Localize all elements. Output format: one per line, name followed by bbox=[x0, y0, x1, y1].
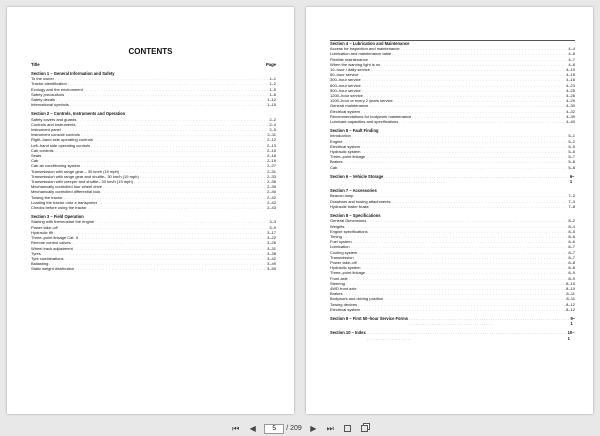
toc-entry-page: 2–2 bbox=[269, 116, 276, 122]
two-page-icon bbox=[361, 425, 368, 432]
toc-entry-title: Beacon lamp bbox=[330, 193, 354, 199]
dot-leader bbox=[409, 316, 569, 326]
toc-entry-page: 3–38 bbox=[267, 250, 276, 256]
section-heading[interactable]: Section 3 – Field Operation bbox=[31, 214, 84, 220]
section-heading[interactable]: Section 5 – Fault Finding bbox=[330, 128, 379, 134]
toc-entry-title: Static weight distribution bbox=[31, 266, 75, 272]
toc-entry-page: 2–16 bbox=[267, 153, 276, 159]
toc-entry-title: Cab bbox=[31, 158, 39, 164]
toc-entry-title: Seats bbox=[31, 153, 42, 159]
toc-entry-page: 4–7 bbox=[568, 56, 575, 62]
toc-entry-title: Electrical system bbox=[330, 108, 361, 114]
toc-entry-page: 8–9 bbox=[568, 275, 575, 281]
toc-entry-title: Three–point linkage bbox=[330, 270, 366, 276]
toc-entry-page: 3–42 bbox=[267, 255, 276, 261]
toc-entry-page: 2–42 bbox=[267, 199, 276, 205]
toc-entry-page: 2–4 bbox=[269, 121, 276, 127]
dot-leader bbox=[370, 204, 567, 209]
next-page-button[interactable] bbox=[308, 423, 319, 434]
toc-entry-page: 8–12 bbox=[566, 306, 575, 312]
toc-entry-page: 2–40 bbox=[267, 189, 276, 195]
toc-entry-page: 4–30 bbox=[566, 103, 575, 109]
toc-entry-page: 2–31 bbox=[267, 168, 276, 174]
toc-entry-title: Transmission with creeper and shuttle– 30 km/h (19 mph) bbox=[31, 179, 133, 185]
two-page-button[interactable] bbox=[359, 423, 370, 434]
right-document-page bbox=[306, 7, 593, 414]
toc-entry-page: 8–8 bbox=[568, 265, 575, 271]
toc-entry-page: 7–8 bbox=[568, 203, 575, 209]
toc-entry-title: Ballasting bbox=[31, 261, 49, 267]
toc-entry[interactable] bbox=[31, 205, 276, 210]
dot-leader bbox=[384, 174, 569, 184]
toc-entry-page: 4–29 bbox=[566, 98, 575, 104]
toc-entry-title: Engine bbox=[330, 138, 343, 144]
toc-entry-title: Access for inspection and maintenance bbox=[330, 46, 400, 52]
toc-entry-page: 4–25 bbox=[566, 87, 575, 93]
dot-leader bbox=[361, 307, 565, 312]
toc-entry-page: 1–1 bbox=[269, 76, 276, 82]
toc-entry-title: Hydraulic lift bbox=[31, 229, 53, 235]
toc-entry-title: Remote control valves bbox=[31, 240, 71, 246]
toc-entry-page: 7–2 bbox=[568, 193, 575, 199]
toc-entry-title: Safety decals bbox=[31, 97, 56, 103]
toc-entry-page: 3–26 bbox=[267, 240, 276, 246]
toc-entry-title: Flexible maintenance bbox=[330, 56, 368, 62]
toc-entry-page: 3–17 bbox=[267, 229, 276, 235]
last-page-icon: ⏭ bbox=[326, 423, 334, 433]
dot-leader bbox=[88, 205, 267, 210]
toc-entry-page: 1–15 bbox=[267, 102, 276, 108]
toc-entry-page: 2–19 bbox=[267, 158, 276, 164]
section-heading[interactable] bbox=[330, 330, 575, 340]
toc-entry-title: Transmission with range gear and shuttle– 30 km/h (19 mph) bbox=[31, 173, 139, 179]
toc-entry-title: Cab bbox=[330, 164, 338, 170]
toc-entry-title: 4WD front axle bbox=[330, 285, 357, 291]
toc-entry-title: Wheel track adjustment bbox=[31, 245, 73, 251]
toc-entry[interactable] bbox=[31, 102, 276, 107]
toc-entry-title: Checks before using the tractor bbox=[31, 205, 87, 211]
toc-entry-page: 2–5 bbox=[269, 127, 276, 133]
dot-leader bbox=[338, 165, 567, 170]
toc-entry-title: Hydraulic trailer brake bbox=[330, 203, 369, 209]
toc-entry-title: Instrument panel bbox=[31, 127, 61, 133]
toc-entry-title: Safety precautions bbox=[31, 91, 65, 97]
toc-entry-title: 900–hour service bbox=[330, 87, 361, 93]
toc-entry-title: 1200–hour or every 2 years service bbox=[330, 98, 393, 104]
toc-entry-title: Tyre combinations bbox=[31, 255, 64, 261]
toc-entry-page: 8–6 bbox=[568, 239, 575, 245]
section-heading[interactable]: Section 1 – General Information and Safety bbox=[31, 71, 115, 76]
section-heading[interactable] bbox=[330, 174, 575, 184]
title-column-header: Title bbox=[31, 62, 40, 67]
toc-entry-title: Safety covers and guards bbox=[31, 116, 77, 122]
current-page-input[interactable] bbox=[264, 424, 284, 434]
toc-entry-page: 3–9 bbox=[269, 224, 276, 230]
section-heading-text: Section 6 – Vehicle Storage bbox=[330, 173, 384, 179]
toc-entry-page: 5–2 bbox=[568, 138, 575, 144]
contents-title: CONTENTS bbox=[128, 47, 173, 56]
toc-entry-page: 8–9 bbox=[568, 270, 575, 276]
toc-entry-title: Electrical system bbox=[330, 306, 361, 312]
toc-entry-page: 2–36 bbox=[267, 179, 276, 185]
toc-entry-page: 4–32 bbox=[566, 108, 575, 114]
toc-entry-page: 4–4 bbox=[568, 46, 575, 52]
toc-entry-title: Recommendations for bodywork maintenance bbox=[330, 113, 412, 119]
toc-right bbox=[330, 41, 575, 341]
toc-entry-title: To the owner bbox=[31, 76, 54, 82]
fit-page-button[interactable] bbox=[342, 423, 353, 434]
page-column-header: Page bbox=[265, 62, 276, 67]
toc-entry-page: 8–7 bbox=[568, 254, 575, 260]
toc-entry-title: Introduction bbox=[330, 133, 351, 139]
page-navigator bbox=[264, 424, 302, 434]
section-heading-text: Section 9 – First 50–hour Service Forms bbox=[330, 315, 409, 321]
section-page-number: 6–1 bbox=[569, 173, 575, 185]
section-heading[interactable]: Section 8 – Specifications bbox=[330, 213, 381, 219]
dot-leader bbox=[367, 330, 567, 340]
toc-entry-title: Tyres bbox=[31, 250, 41, 256]
toc-entry-title: International symbols bbox=[31, 102, 69, 108]
toc-entry-page: 2–11 bbox=[267, 132, 276, 138]
toc-entry-page: 8–10 bbox=[566, 285, 575, 291]
toc-entry-title: Loading the tractor onto a transporter bbox=[31, 199, 98, 205]
toc-entry-page: 4–40 bbox=[566, 119, 575, 125]
toc-entry-title: Weights bbox=[330, 223, 345, 229]
toc-entry-title: Lubrication and maintenance table bbox=[330, 51, 392, 57]
dot-leader bbox=[70, 102, 266, 107]
toc-entry-title: Power take–off bbox=[31, 224, 58, 230]
toc-entry-page: 8–7 bbox=[568, 249, 575, 255]
toc-entry[interactable] bbox=[31, 266, 276, 271]
toc-entry-title: Mechanically controlled four wheel drive bbox=[31, 184, 102, 190]
toc-entry-title: 50–hour service bbox=[330, 72, 359, 78]
toc-entry-page: 4–26 bbox=[566, 93, 575, 99]
toc-entry-page: 2–43 bbox=[267, 205, 276, 211]
toc-entry-title: Brakes bbox=[330, 291, 343, 297]
fit-page-icon bbox=[344, 425, 351, 432]
toc-entry-page: 8–10 bbox=[566, 280, 575, 286]
toc-entry-page: 8–4 bbox=[568, 223, 575, 229]
section-heading[interactable]: Section 2 – Controls, Instruments and Operation bbox=[31, 111, 126, 117]
toc-entry-title: Front axle bbox=[330, 275, 348, 281]
toc-entry-page: 4–39 bbox=[566, 113, 575, 119]
prev-page-icon: ◀ bbox=[249, 424, 256, 433]
toc-entry-title: Transmission bbox=[330, 254, 354, 260]
toc-entry-page: 5–8 bbox=[568, 164, 575, 170]
toc-entry-title: Towing the tractor bbox=[31, 194, 63, 200]
toc-entry-title: Cooling system bbox=[330, 249, 358, 255]
toc-entry-title: Three–point linkage bbox=[330, 154, 366, 160]
next-page-icon: ▶ bbox=[310, 424, 317, 433]
dot-leader bbox=[75, 266, 266, 271]
toc-entry-title: 1200–hour service bbox=[330, 93, 363, 99]
toc-entry-page: 2–27 bbox=[267, 163, 276, 169]
toc-entry-title: Mechanically controlled differential lock bbox=[31, 189, 101, 195]
toc-entry-title: Three–point linkage Cat. II bbox=[31, 235, 78, 241]
toc-entry-page: 5–8 bbox=[568, 159, 575, 165]
prev-page-button[interactable] bbox=[247, 423, 258, 434]
toc-entry-page: 1–5 bbox=[269, 86, 276, 92]
section-heading[interactable] bbox=[330, 316, 575, 326]
toc-entry-page: 8–2 bbox=[568, 218, 575, 224]
toc-entry-title: General maintenance bbox=[330, 103, 369, 109]
toc-entry-page: 5–7 bbox=[568, 154, 575, 160]
toc-entry-page: 2–33 bbox=[267, 173, 276, 179]
toc-entry[interactable] bbox=[330, 204, 575, 209]
toc-entry-page: 3–3 bbox=[269, 219, 276, 225]
toc-entry-title: When the warning light is on bbox=[330, 61, 381, 67]
toc-entry-title: Timing bbox=[330, 233, 342, 239]
toc-entry-page: 8–5 bbox=[568, 228, 575, 234]
toc-entry-page: 2–42 bbox=[267, 194, 276, 200]
toc-entry[interactable] bbox=[330, 119, 575, 124]
total-pages-label: / 209 bbox=[286, 425, 302, 432]
toc-entry-page: 1–6 bbox=[269, 91, 276, 97]
toc-entry-title: Hydraulic system bbox=[330, 265, 361, 271]
toc-entry-page: 3–31 bbox=[267, 245, 276, 251]
section-page-number: 9–1 bbox=[570, 315, 575, 327]
toc-entry-title: Instrument console controls bbox=[31, 132, 80, 138]
toc-entry-page: 8–8 bbox=[568, 259, 575, 265]
toc-entry-page: 4–23 bbox=[566, 82, 575, 88]
toc-entry-title: Lubricant capacities and specifications bbox=[330, 119, 399, 125]
section-heading[interactable]: Section 4 – Lubrication and Maintenance bbox=[330, 41, 410, 46]
toc-entry-page: 4–6 bbox=[568, 51, 575, 57]
toc-entry-page: 4–8 bbox=[568, 61, 575, 67]
toc-entry-title: Starting with thermostart the engine bbox=[31, 219, 95, 225]
toc-entry-title: Steering bbox=[330, 280, 345, 286]
toc-left bbox=[31, 71, 276, 272]
toc-entry-title: General Dimensions bbox=[330, 218, 367, 224]
toc-entry-page: 2–12 bbox=[267, 137, 276, 143]
toc-entry-title: Towing devices bbox=[330, 301, 358, 307]
toc-entry-page: 8–12 bbox=[566, 301, 575, 307]
pdf-toolbar bbox=[0, 421, 600, 436]
toc-entry-page: 8–6 bbox=[568, 233, 575, 239]
left-document-page bbox=[7, 7, 294, 414]
toc-entry-title: Controls and instruments bbox=[31, 121, 76, 127]
toc-entry-title: Fuel system bbox=[330, 239, 352, 245]
dot-leader bbox=[399, 119, 565, 124]
toc-entry-page: 3–22 bbox=[267, 235, 276, 241]
toc-entry-title: Tractor identification bbox=[31, 81, 67, 87]
toc-entry-page: 8–11 bbox=[566, 296, 575, 302]
last-page-button[interactable] bbox=[325, 423, 336, 434]
toc-entry-page: 8–11 bbox=[566, 291, 575, 297]
toc-entry-title: Lubrication bbox=[330, 244, 350, 250]
toc-entry[interactable] bbox=[330, 165, 575, 170]
toc-entry-page: 2–15 bbox=[267, 147, 276, 153]
toc-entry-page: 1–12 bbox=[267, 97, 276, 103]
toc-entry-title: Hydraulic system bbox=[330, 149, 361, 155]
toc-entry-page: 5–1 bbox=[568, 133, 575, 139]
toc-entry-page: 4–10 bbox=[566, 67, 575, 73]
toc-entry-title: 600–hour service bbox=[330, 82, 361, 88]
toc-entry-page: 3–50 bbox=[267, 266, 276, 272]
toc-entry[interactable] bbox=[330, 307, 575, 312]
first-page-button[interactable] bbox=[230, 423, 241, 434]
toc-entry-page: 5–5 bbox=[568, 143, 575, 149]
section-heading[interactable]: Section 7 – Accessories bbox=[330, 188, 377, 194]
column-headers bbox=[31, 62, 276, 67]
toc-entry-title: Right–hand side operating controls bbox=[31, 137, 93, 143]
toc-entry-title: Drawbars and towing attachments bbox=[330, 198, 391, 204]
toc-entry-page: 4–15 bbox=[566, 72, 575, 78]
toc-entry-page: 8–7 bbox=[568, 244, 575, 250]
toc-entry-title: Power take–off bbox=[330, 259, 357, 265]
toc-entry-page: 3–49 bbox=[267, 261, 276, 267]
toc-entry-title: Cab controls bbox=[31, 147, 54, 153]
toc-entry-title: Left–hand side operating controls bbox=[31, 142, 91, 148]
toc-entry-title: Ecology and the environment bbox=[31, 86, 83, 92]
toc-entry-title: Bodywork and driving position bbox=[330, 296, 384, 302]
toc-entry-page: 4–18 bbox=[566, 77, 575, 83]
toc-entry-page: 2–13 bbox=[267, 142, 276, 148]
toc-entry-page: 7–3 bbox=[568, 198, 575, 204]
toc-entry-title: Brakes bbox=[330, 159, 343, 165]
first-page-icon: ⏮ bbox=[232, 423, 240, 433]
toc-entry-page: 5–6 bbox=[568, 149, 575, 155]
toc-entry-title: Electrical system bbox=[330, 143, 361, 149]
toc-entry-page: 2–39 bbox=[267, 184, 276, 190]
toc-entry-page: 1–2 bbox=[269, 81, 276, 87]
toc-entry-title: 10–hour / daily service bbox=[330, 67, 371, 73]
toc-entry-title: 300–hour service bbox=[330, 77, 361, 83]
section-heading-text: Section 10 – Index bbox=[330, 330, 366, 336]
section-page-number: 10–1 bbox=[567, 330, 575, 341]
toc-entry-title: Cab air conditioning system bbox=[31, 163, 81, 169]
toc-entry-title: Engine specifications bbox=[330, 228, 368, 234]
toc-entry-title: Transmission with range gear – 30 km/h (19 mph) bbox=[31, 168, 120, 174]
